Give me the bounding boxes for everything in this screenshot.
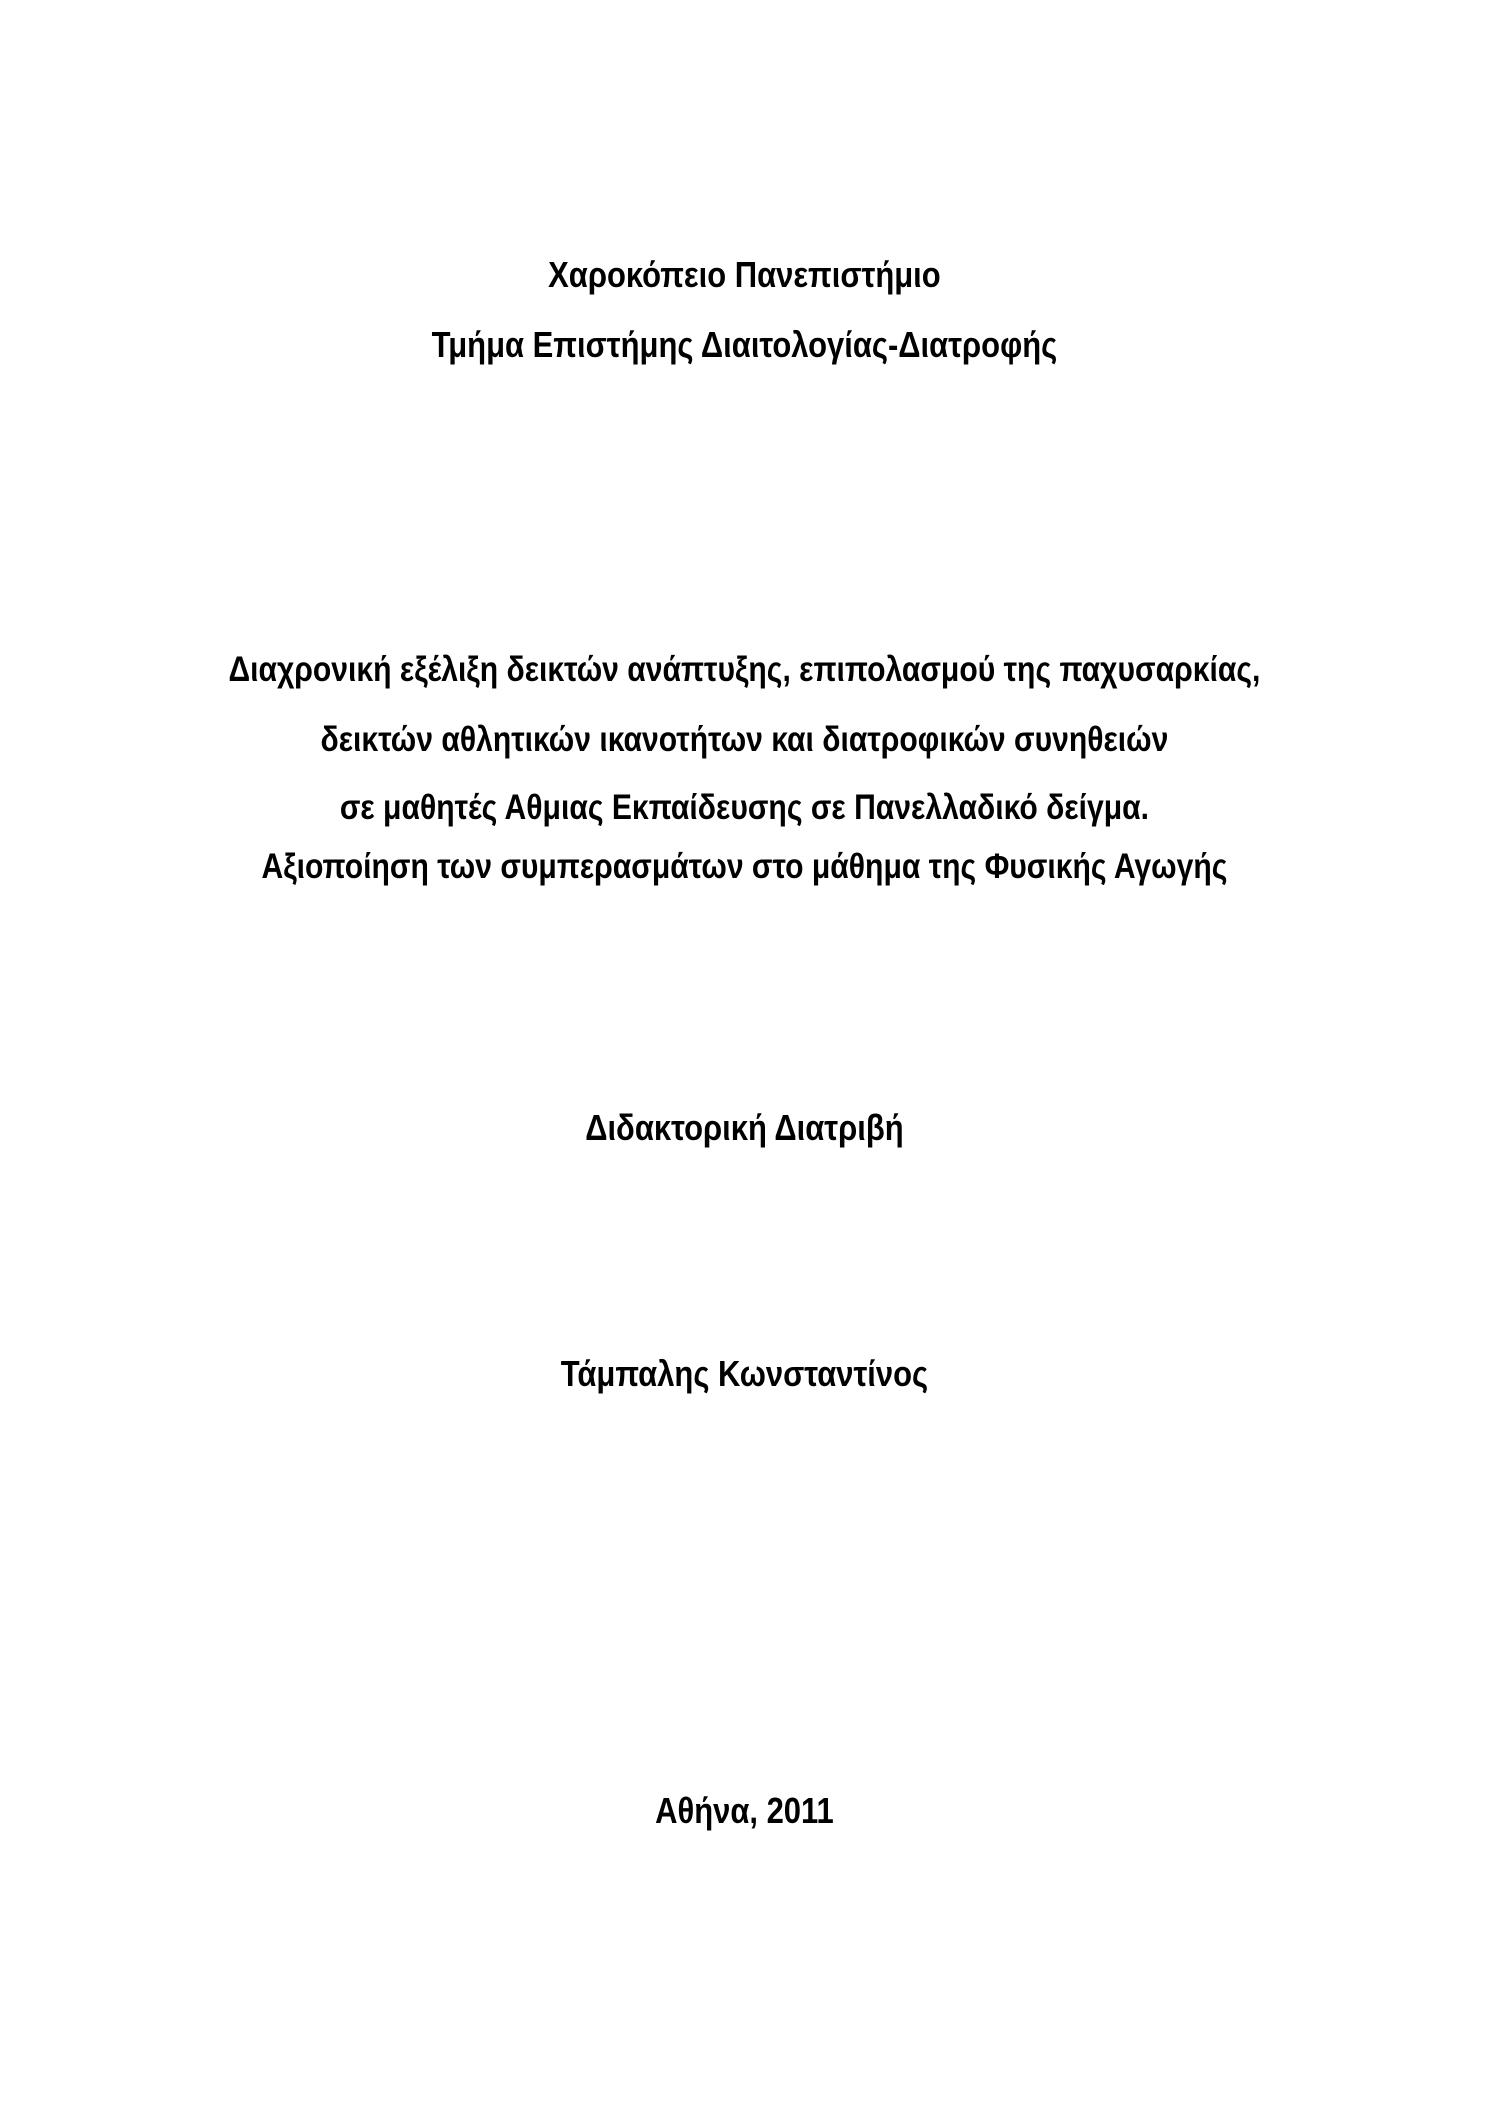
department-name: Τμήμα Επιστήμης Διαιτολογίας-Διατροφής bbox=[431, 324, 1058, 365]
thesis-title-line-3: σε μαθητές Αθμιας Εκπαίδευσης σε Πανελλαδικό δείγμα. bbox=[339, 788, 1150, 827]
thesis-title-line-1: Διαχρονική εξέλιξη δεικτών ανάπτυξης, επιπολασμού της παχυσαρκίας, bbox=[228, 650, 1261, 689]
place-and-year: Αθήνα, 2011 bbox=[655, 1790, 834, 1831]
university-name: Χαροκόπειο Πανεπιστήμιο bbox=[548, 254, 941, 295]
thesis-title-line-2: δεικτών αθλητικών ικανοτήτων και διατροφικών συνηθειών bbox=[320, 720, 1169, 759]
author-name: Τάμπαλης Κωνσταντίνος bbox=[560, 1353, 929, 1394]
thesis-title-line-4: Αξιοποίηση των συμπερασμάτων στο μάθημα της Φυσικής Αγωγής bbox=[261, 847, 1228, 886]
document-type: Διδακτορική Διατριβή bbox=[585, 1107, 904, 1148]
